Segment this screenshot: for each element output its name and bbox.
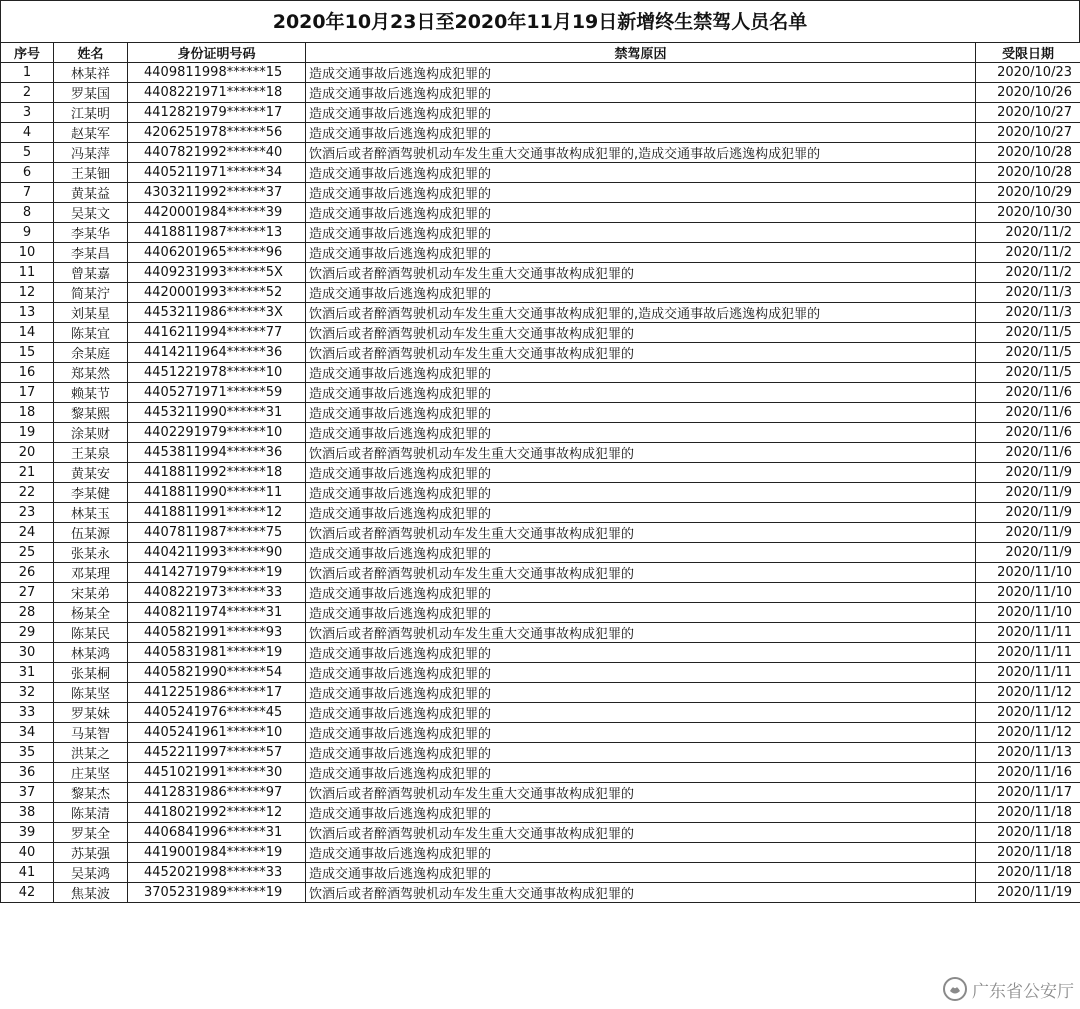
person-name: 刘某星 [54, 303, 128, 323]
ban-date: 2020/10/29 [976, 183, 1080, 203]
person-name: 洪某之 [54, 743, 128, 763]
table-row [1, 683, 1080, 703]
id-number: 4405821990******54 [128, 663, 306, 683]
id-number: 4453211986******3X [128, 303, 306, 323]
table-row [1, 503, 1080, 523]
person-name: 李某华 [54, 223, 128, 243]
table-row [1, 403, 1080, 423]
table-body [1, 63, 1080, 903]
table-row [1, 103, 1080, 123]
id-number: 4451021991******30 [128, 763, 306, 783]
ban-reason: 造成交通事故后逃逸构成犯罪的 [306, 843, 976, 863]
row-number: 21 [1, 463, 54, 483]
watermark-text: 广东省公安厅 [972, 981, 1074, 1002]
table-row [1, 603, 1080, 623]
ban-date: 2020/11/10 [976, 603, 1080, 623]
ban-reason: 造成交通事故后逃逸构成犯罪的 [306, 423, 976, 443]
id-number: 4408221973******33 [128, 583, 306, 603]
ban-date: 2020/11/3 [976, 303, 1080, 323]
id-number: 3705231989******19 [128, 883, 306, 903]
table-row [1, 143, 1080, 163]
ban-reason: 饮酒后或者醉酒驾驶机动车发生重大交通事故构成犯罪的 [306, 563, 976, 583]
row-number: 3 [1, 103, 54, 123]
person-name: 黎某杰 [54, 783, 128, 803]
ban-date: 2020/11/18 [976, 863, 1080, 883]
id-number: 4406841996******31 [128, 823, 306, 843]
table-row [1, 283, 1080, 303]
ban-reason: 造成交通事故后逃逸构成犯罪的 [306, 163, 976, 183]
person-name: 郑某然 [54, 363, 128, 383]
row-number: 22 [1, 483, 54, 503]
row-number: 23 [1, 503, 54, 523]
ban-reason: 饮酒后或者醉酒驾驶机动车发生重大交通事故构成犯罪的 [306, 883, 976, 903]
watermark [942, 976, 1074, 1002]
id-number: 4409231993******5X [128, 263, 306, 283]
ban-list-table [0, 42, 1080, 903]
row-number: 27 [1, 583, 54, 603]
ban-date: 2020/11/12 [976, 703, 1080, 723]
table-row [1, 423, 1080, 443]
id-number: 4404211993******90 [128, 543, 306, 563]
id-number: 4406201965******96 [128, 243, 306, 263]
ban-reason: 造成交通事故后逃逸构成犯罪的 [306, 683, 976, 703]
ban-reason: 造成交通事故后逃逸构成犯罪的 [306, 703, 976, 723]
person-name: 马某智 [54, 723, 128, 743]
ban-date: 2020/10/26 [976, 83, 1080, 103]
ban-date: 2020/11/9 [976, 543, 1080, 563]
id-number: 4405821991******93 [128, 623, 306, 643]
person-name: 罗某国 [54, 83, 128, 103]
row-number: 10 [1, 243, 54, 263]
id-number: 4420001984******39 [128, 203, 306, 223]
ban-date: 2020/11/6 [976, 403, 1080, 423]
ban-reason: 造成交通事故后逃逸构成犯罪的 [306, 123, 976, 143]
ban-date: 2020/10/27 [976, 123, 1080, 143]
ban-reason: 造成交通事故后逃逸构成犯罪的 [306, 463, 976, 483]
ban-date: 2020/11/13 [976, 743, 1080, 763]
person-name: 黎某熙 [54, 403, 128, 423]
row-number: 8 [1, 203, 54, 223]
id-number: 4452211997******57 [128, 743, 306, 763]
table-row [1, 263, 1080, 283]
ban-reason: 饮酒后或者醉酒驾驶机动车发生重大交通事故构成犯罪的,造成交通事故后逃逸构成犯罪的 [306, 303, 976, 323]
ban-reason: 造成交通事故后逃逸构成犯罪的 [306, 83, 976, 103]
person-name: 涂某财 [54, 423, 128, 443]
table-row [1, 743, 1080, 763]
row-number: 28 [1, 603, 54, 623]
table-row [1, 843, 1080, 863]
person-name: 李某昌 [54, 243, 128, 263]
id-number: 4451221978******10 [128, 363, 306, 383]
row-number: 2 [1, 83, 54, 103]
ban-date: 2020/11/9 [976, 483, 1080, 503]
id-number: 4407811987******75 [128, 523, 306, 543]
ban-reason: 造成交通事故后逃逸构成犯罪的 [306, 643, 976, 663]
ban-date: 2020/11/17 [976, 783, 1080, 803]
table-row [1, 343, 1080, 363]
ban-date: 2020/11/6 [976, 423, 1080, 443]
ban-reason: 造成交通事故后逃逸构成犯罪的 [306, 583, 976, 603]
table-row [1, 643, 1080, 663]
person-name: 张某桐 [54, 663, 128, 683]
table-row [1, 303, 1080, 323]
ban-reason: 饮酒后或者醉酒驾驶机动车发生重大交通事故构成犯罪的,造成交通事故后逃逸构成犯罪的 [306, 143, 976, 163]
ban-reason: 造成交通事故后逃逸构成犯罪的 [306, 243, 976, 263]
table-row [1, 323, 1080, 343]
ban-reason: 饮酒后或者醉酒驾驶机动车发生重大交通事故构成犯罪的 [306, 783, 976, 803]
person-name: 赵某军 [54, 123, 128, 143]
ban-reason: 造成交通事故后逃逸构成犯罪的 [306, 223, 976, 243]
table-row [1, 523, 1080, 543]
ban-reason: 造成交通事故后逃逸构成犯罪的 [306, 663, 976, 683]
id-number: 4416211994******77 [128, 323, 306, 343]
person-name: 邓某理 [54, 563, 128, 583]
ban-date: 2020/10/28 [976, 163, 1080, 183]
person-name: 罗某全 [54, 823, 128, 843]
id-number: 4405241961******10 [128, 723, 306, 743]
ban-date: 2020/11/5 [976, 343, 1080, 363]
row-number: 36 [1, 763, 54, 783]
table-row [1, 863, 1080, 883]
person-name: 李某健 [54, 483, 128, 503]
id-number: 4418811992******18 [128, 463, 306, 483]
id-number: 4405211971******34 [128, 163, 306, 183]
person-name: 曾某嘉 [54, 263, 128, 283]
person-name: 伍某源 [54, 523, 128, 543]
ban-reason: 造成交通事故后逃逸构成犯罪的 [306, 763, 976, 783]
header-reason: 禁驾原因 [306, 43, 976, 63]
table-row [1, 443, 1080, 463]
table-row [1, 163, 1080, 183]
table-row [1, 83, 1080, 103]
ban-date: 2020/11/5 [976, 323, 1080, 343]
row-number: 13 [1, 303, 54, 323]
table-row [1, 183, 1080, 203]
row-number: 25 [1, 543, 54, 563]
ban-date: 2020/11/5 [976, 363, 1080, 383]
row-number: 11 [1, 263, 54, 283]
person-name: 林某祥 [54, 63, 128, 83]
ban-date: 2020/11/18 [976, 843, 1080, 863]
row-number: 18 [1, 403, 54, 423]
id-number: 4303211992******37 [128, 183, 306, 203]
ban-date: 2020/11/18 [976, 803, 1080, 823]
row-number: 20 [1, 443, 54, 463]
ban-date: 2020/11/9 [976, 523, 1080, 543]
row-number: 29 [1, 623, 54, 643]
person-name: 陈某清 [54, 803, 128, 823]
table-row [1, 823, 1080, 843]
table-row [1, 203, 1080, 223]
person-name: 王某钿 [54, 163, 128, 183]
ban-reason: 饮酒后或者醉酒驾驶机动车发生重大交通事故构成犯罪的 [306, 623, 976, 643]
id-number: 4405831981******19 [128, 643, 306, 663]
ban-reason: 饮酒后或者醉酒驾驶机动车发生重大交通事故构成犯罪的 [306, 523, 976, 543]
row-number: 34 [1, 723, 54, 743]
person-name: 陈某坚 [54, 683, 128, 703]
person-name: 庄某坚 [54, 763, 128, 783]
ban-reason: 造成交通事故后逃逸构成犯罪的 [306, 203, 976, 223]
row-number: 30 [1, 643, 54, 663]
person-name: 苏某强 [54, 843, 128, 863]
id-number: 4418811987******13 [128, 223, 306, 243]
person-name: 张某永 [54, 543, 128, 563]
id-number: 4418021992******12 [128, 803, 306, 823]
header-no: 序号 [1, 43, 54, 63]
id-number: 4452021998******33 [128, 863, 306, 883]
row-number: 41 [1, 863, 54, 883]
ban-date: 2020/11/16 [976, 763, 1080, 783]
person-name: 林某鸿 [54, 643, 128, 663]
row-number: 9 [1, 223, 54, 243]
ban-date: 2020/11/11 [976, 643, 1080, 663]
header-name: 姓名 [54, 43, 128, 63]
header-id: 身份证明号码 [128, 43, 306, 63]
row-number: 37 [1, 783, 54, 803]
table-row [1, 723, 1080, 743]
ban-reason: 饮酒后或者醉酒驾驶机动车发生重大交通事故构成犯罪的 [306, 323, 976, 343]
row-number: 15 [1, 343, 54, 363]
table-row [1, 63, 1080, 83]
person-name: 罗某妹 [54, 703, 128, 723]
ban-reason: 饮酒后或者醉酒驾驶机动车发生重大交通事故构成犯罪的 [306, 823, 976, 843]
person-name: 宋某弟 [54, 583, 128, 603]
ban-date: 2020/11/6 [976, 383, 1080, 403]
person-name: 简某泞 [54, 283, 128, 303]
row-number: 40 [1, 843, 54, 863]
table-row [1, 563, 1080, 583]
row-number: 35 [1, 743, 54, 763]
ban-reason: 造成交通事故后逃逸构成犯罪的 [306, 723, 976, 743]
weibo-police-icon [942, 976, 968, 1002]
ban-date: 2020/11/12 [976, 683, 1080, 703]
person-name: 吴某鸿 [54, 863, 128, 883]
ban-reason: 饮酒后或者醉酒驾驶机动车发生重大交通事故构成犯罪的 [306, 443, 976, 463]
ban-reason: 造成交通事故后逃逸构成犯罪的 [306, 603, 976, 623]
ban-reason: 造成交通事故后逃逸构成犯罪的 [306, 543, 976, 563]
table-row [1, 883, 1080, 903]
person-name: 余某庭 [54, 343, 128, 363]
id-number: 4408211974******31 [128, 603, 306, 623]
ban-reason: 造成交通事故后逃逸构成犯罪的 [306, 803, 976, 823]
id-number: 4206251978******56 [128, 123, 306, 143]
table-row [1, 243, 1080, 263]
person-name: 黄某益 [54, 183, 128, 203]
ban-reason: 造成交通事故后逃逸构成犯罪的 [306, 483, 976, 503]
ban-reason: 饮酒后或者醉酒驾驶机动车发生重大交通事故构成犯罪的 [306, 343, 976, 363]
header-date: 受限日期 [976, 43, 1080, 63]
row-number: 38 [1, 803, 54, 823]
row-number: 19 [1, 423, 54, 443]
id-number: 4453211990******31 [128, 403, 306, 423]
person-name: 吴某文 [54, 203, 128, 223]
table-row [1, 223, 1080, 243]
ban-date: 2020/11/2 [976, 243, 1080, 263]
table-row [1, 483, 1080, 503]
row-number: 16 [1, 363, 54, 383]
ban-date: 2020/11/12 [976, 723, 1080, 743]
id-number: 4402291979******10 [128, 423, 306, 443]
person-name: 焦某波 [54, 883, 128, 903]
person-name: 林某玉 [54, 503, 128, 523]
id-number: 4409811998******15 [128, 63, 306, 83]
person-name: 冯某萍 [54, 143, 128, 163]
table-row [1, 783, 1080, 803]
ban-date: 2020/11/11 [976, 623, 1080, 643]
id-number: 4418811990******11 [128, 483, 306, 503]
ban-date: 2020/11/6 [976, 443, 1080, 463]
person-name: 杨某全 [54, 603, 128, 623]
ban-reason: 造成交通事故后逃逸构成犯罪的 [306, 743, 976, 763]
person-name: 陈某宜 [54, 323, 128, 343]
table-row [1, 123, 1080, 143]
person-name: 王某泉 [54, 443, 128, 463]
id-number: 4453811994******36 [128, 443, 306, 463]
table-row [1, 703, 1080, 723]
row-number: 24 [1, 523, 54, 543]
ban-date: 2020/11/10 [976, 563, 1080, 583]
table-row [1, 383, 1080, 403]
ban-reason: 造成交通事故后逃逸构成犯罪的 [306, 863, 976, 883]
ban-date: 2020/11/10 [976, 583, 1080, 603]
ban-date: 2020/10/28 [976, 143, 1080, 163]
ban-date: 2020/11/2 [976, 223, 1080, 243]
ban-reason: 造成交通事故后逃逸构成犯罪的 [306, 283, 976, 303]
id-number: 4412821979******17 [128, 103, 306, 123]
person-name: 陈某民 [54, 623, 128, 643]
ban-date: 2020/11/2 [976, 263, 1080, 283]
table-row [1, 463, 1080, 483]
row-number: 31 [1, 663, 54, 683]
id-number: 4412831986******97 [128, 783, 306, 803]
table-row [1, 363, 1080, 383]
person-name: 黄某安 [54, 463, 128, 483]
table-row [1, 543, 1080, 563]
row-number: 6 [1, 163, 54, 183]
ban-date: 2020/10/23 [976, 63, 1080, 83]
table-row [1, 663, 1080, 683]
ban-reason: 造成交通事故后逃逸构成犯罪的 [306, 363, 976, 383]
person-name: 江某明 [54, 103, 128, 123]
ban-date: 2020/11/19 [976, 883, 1080, 903]
row-number: 5 [1, 143, 54, 163]
ban-reason: 造成交通事故后逃逸构成犯罪的 [306, 503, 976, 523]
table-row [1, 583, 1080, 603]
row-number: 12 [1, 283, 54, 303]
person-name: 赖某节 [54, 383, 128, 403]
table-row [1, 623, 1080, 643]
ban-date: 2020/11/9 [976, 503, 1080, 523]
ban-reason: 造成交通事故后逃逸构成犯罪的 [306, 183, 976, 203]
ban-reason: 造成交通事故后逃逸构成犯罪的 [306, 383, 976, 403]
row-number: 33 [1, 703, 54, 723]
row-number: 4 [1, 123, 54, 143]
id-number: 4414211964******36 [128, 343, 306, 363]
row-number: 7 [1, 183, 54, 203]
row-number: 39 [1, 823, 54, 843]
ban-date: 2020/11/3 [976, 283, 1080, 303]
ban-reason: 饮酒后或者醉酒驾驶机动车发生重大交通事故构成犯罪的 [306, 263, 976, 283]
id-number: 4414271979******19 [128, 563, 306, 583]
id-number: 4405271971******59 [128, 383, 306, 403]
row-number: 32 [1, 683, 54, 703]
row-number: 14 [1, 323, 54, 343]
page-title: 2020年10月23日至2020年11月19日新增终生禁驾人员名单 [0, 0, 1080, 42]
table-row [1, 763, 1080, 783]
id-number: 4419001984******19 [128, 843, 306, 863]
id-number: 4408221971******18 [128, 83, 306, 103]
id-number: 4412251986******17 [128, 683, 306, 703]
id-number: 4405241976******45 [128, 703, 306, 723]
ban-date: 2020/10/30 [976, 203, 1080, 223]
header-row [1, 43, 1080, 63]
row-number: 17 [1, 383, 54, 403]
ban-date: 2020/10/27 [976, 103, 1080, 123]
ban-reason: 造成交通事故后逃逸构成犯罪的 [306, 103, 976, 123]
row-number: 1 [1, 63, 54, 83]
row-number: 42 [1, 883, 54, 903]
ban-date: 2020/11/11 [976, 663, 1080, 683]
id-number: 4407821992******40 [128, 143, 306, 163]
ban-date: 2020/11/18 [976, 823, 1080, 843]
id-number: 4418811991******12 [128, 503, 306, 523]
ban-reason: 造成交通事故后逃逸构成犯罪的 [306, 403, 976, 423]
table-row [1, 803, 1080, 823]
id-number: 4420001993******52 [128, 283, 306, 303]
ban-reason: 造成交通事故后逃逸构成犯罪的 [306, 63, 976, 83]
ban-date: 2020/11/9 [976, 463, 1080, 483]
row-number: 26 [1, 563, 54, 583]
